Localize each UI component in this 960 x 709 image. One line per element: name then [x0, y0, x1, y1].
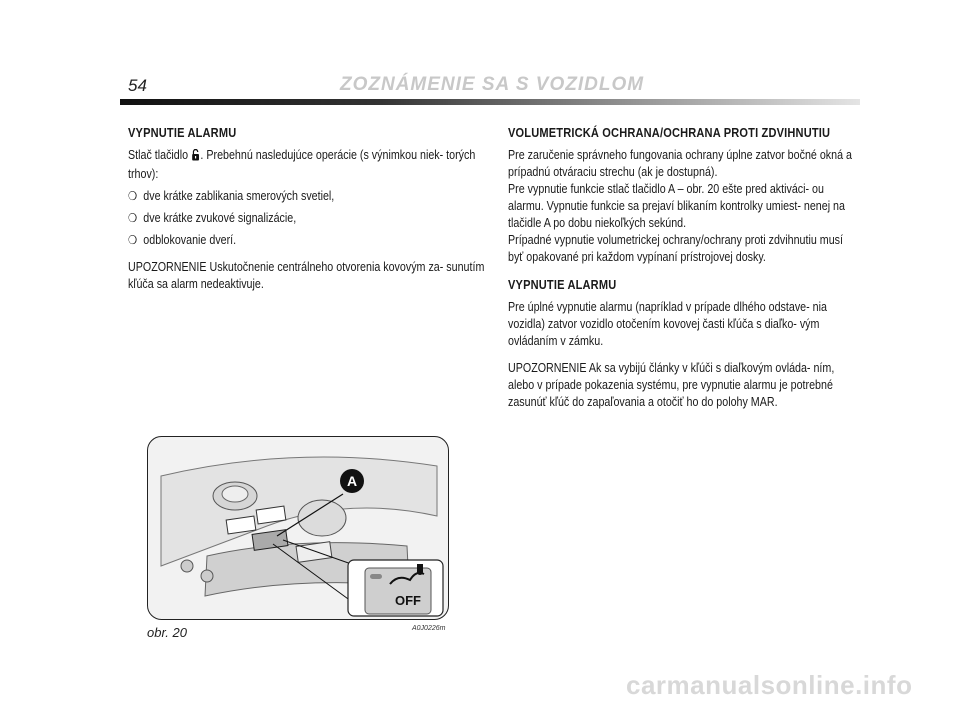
paragraph-warning: UPOZORNENIE Ak sa vybijú články v kľúči s diaľkovým ovláda- ním, alebo v prípade pokazenia systému, pre vypnutie alarmu je potrebné zasunúť kľúč do zapaľovania a otočiť ho do polohy MAR.: [508, 361, 835, 409]
bullet-text: dve krátke zablikania smerových svetiel,: [143, 189, 335, 203]
spacer: [508, 266, 858, 276]
left-column: [128, 124, 485, 293]
paragraph: Prípadné vypnutie volumetrickej ochrany/ochrany proti zdvihnutiu musí byť opakované pri každom vypínaní prístrojovej dosky.: [508, 233, 843, 264]
watermark: carmanualsonline.info: [626, 670, 913, 700]
header-rule: [120, 99, 860, 105]
figure-illustration: [147, 436, 449, 620]
bullet-text: dve krátke zvukové signalizácie,: [143, 211, 297, 225]
inset-off-label: OFF: [395, 593, 421, 608]
figure-caption: obr. 20: [147, 625, 187, 640]
bullet-text: odblokovanie dverí.: [143, 233, 237, 247]
paragraph: Pre vypnutie funkcie stlač tlačidlo A – obr. 20 ešte pred aktiváci- ou alarmu. Vypnutie funkcie sa prejaví blikaním kontrolky umiest- nenej na tlačidle A po dobu niekoľkých sekúnd.: [508, 182, 845, 230]
left-warning: UPOZORNENIE Uskutočnenie centrálneho otvorenia kovovým za- sunutím kľúča sa alarm nedeaktivuje.: [128, 260, 485, 291]
right-column: [508, 124, 858, 411]
lock-open-icon: [192, 149, 200, 166]
bullet-circle-icon: ❍: [128, 233, 138, 247]
spacer: [128, 249, 485, 259]
paragraph: Pre zaručenie správneho fungovania ochrany úplne zatvor bočné okná a prípadnú otváraciu strechu (ak je dostupná).: [508, 148, 852, 179]
figure-code: A0J0226m: [412, 625, 446, 632]
bullet-circle-icon: ❍: [128, 189, 138, 203]
spacer: [508, 350, 858, 360]
intro-text-a: Stlač tlačidlo: [128, 148, 189, 162]
left-heading: VYPNUTIE ALARMU: [128, 125, 237, 140]
callout-label: A: [346, 473, 358, 489]
bullet-item: [128, 210, 485, 227]
paragraph: Pre úplné vypnutie alarmu (napríklad v prípade dlhého odstave- nia vozidla) zatvor vozidlo otočením kovovej časti kľúča s diaľko- vým ovládaním v zámku.: [508, 300, 827, 348]
bullet-item: [128, 188, 485, 205]
bullet-item: [128, 232, 485, 249]
right-heading-alarm-off: VYPNUTIE ALARMU: [508, 277, 617, 292]
page-number: 54: [128, 76, 147, 95]
page-header-title: ZOZNÁMENIE SA S VOZIDLOM: [340, 74, 645, 95]
left-intro: [128, 147, 485, 183]
bullet-circle-icon: ❍: [128, 211, 138, 225]
right-heading-volumetric: VOLUMETRICKÁ OCHRANA/OCHRANA PROTI ZDVIHNUTIU: [508, 125, 831, 140]
intro-text-b: . Prebehnú nasledujúce operácie (s výnimkou niek- torých trhov):: [128, 148, 476, 181]
